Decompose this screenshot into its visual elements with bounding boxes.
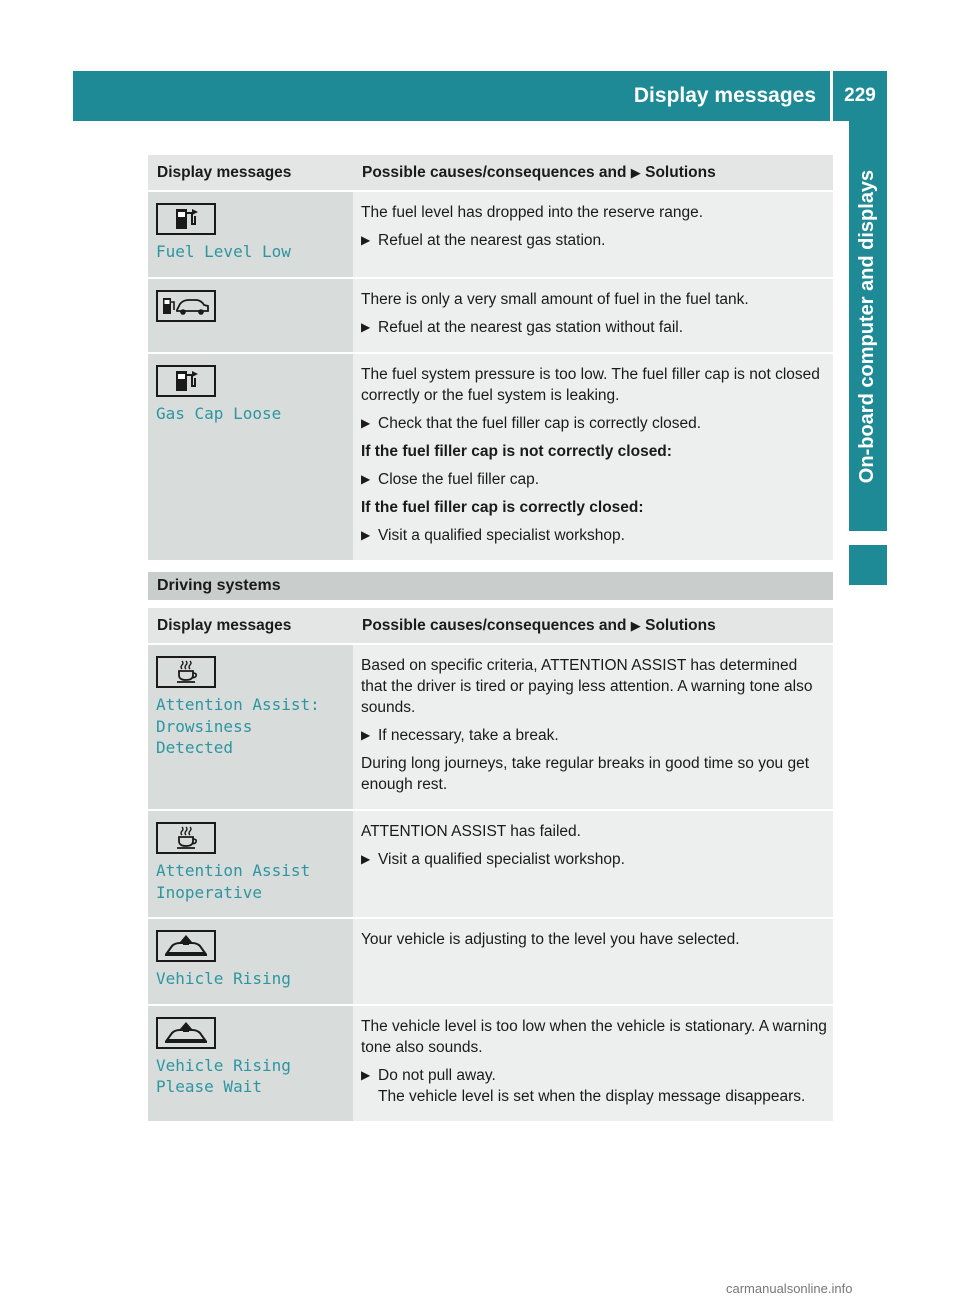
table-header-row (148, 155, 833, 191)
arrow-right-icon: ▶ (361, 471, 371, 486)
arrow-right-icon: ▶ (630, 164, 641, 180)
table-row (148, 353, 833, 561)
fuel-car-icon (156, 290, 216, 322)
note-text: During long journeys, take regular breaks in good time so you get enough rest. (361, 755, 810, 793)
arrow-right-icon: ▶ (361, 233, 371, 247)
watermark: carmanualsonline.info (726, 1281, 853, 1296)
display-cell (148, 644, 353, 810)
col-causes-prefix: Possible causes/consequences and (362, 616, 627, 634)
table-row (148, 278, 833, 353)
col-causes-solutions (353, 608, 833, 644)
arrow-right-icon: ▶ (361, 527, 371, 542)
table-row (148, 191, 833, 278)
display-cell (148, 810, 353, 918)
display-text: Gas Cap Loose (156, 403, 282, 423)
solution-step: ▶ Visit a qualified specialist workshop. (361, 851, 625, 868)
col-causes-solutions (353, 155, 833, 191)
side-tab-label-wrap (849, 121, 887, 531)
display-cell (148, 353, 353, 561)
solution-cell (353, 191, 833, 278)
driving-systems-table (148, 608, 833, 1123)
display-text: Vehicle Rising (156, 969, 291, 988)
fuel-messages-table (148, 155, 833, 562)
fuel-pump-icon (156, 203, 216, 235)
display-text: Fuel Level Low (156, 242, 291, 261)
display-cell (148, 918, 353, 1005)
table-row (148, 1005, 833, 1122)
arrow-right-icon: ▶ (630, 617, 641, 633)
display-text: Vehicle Rising Please Wait (156, 1055, 291, 1096)
display-text: Attention Assist Inoperative (156, 861, 311, 902)
arrow-right-icon: ▶ (361, 852, 371, 866)
header-title: Display messages (633, 84, 816, 107)
solution-step: ▶ Visit a qualified specialist workshop. (361, 526, 625, 544)
cause-text: The fuel system pressure is too low. The fuel filler cap is not closed correctly or the fuel system is leaking. (361, 365, 820, 404)
step-note: The vehicle level is set when the display message disappears. (378, 1087, 806, 1105)
condition-text: If the fuel filler cap is correctly closed: (361, 498, 644, 516)
solution-cell (353, 810, 833, 918)
col-causes-suffix: Solutions (645, 163, 716, 181)
solution-cell (353, 1005, 833, 1122)
fuel-pump-icon (156, 365, 216, 397)
table-row (148, 644, 833, 810)
coffee-cup-icon (156, 822, 216, 854)
solution-step: ▶ If necessary, take a break. (361, 727, 559, 744)
table-header-row (148, 608, 833, 644)
solution-cell (353, 278, 833, 353)
col-causes-suffix: Solutions (645, 616, 716, 634)
solution-step: ▶ Refuel at the nearest gas station. (361, 232, 606, 249)
cause-text: The vehicle level is too low when the vehicle is stationary. A warning tone also sounds. (361, 1017, 827, 1056)
cause-text: Your vehicle is adjusting to the level you have selected. (361, 931, 740, 948)
solution-step: ▶ Close the fuel filler cap. (361, 470, 540, 488)
solution-step: ▶ Refuel at the nearest gas station without fail. (361, 318, 684, 336)
vehicle-level-icon (156, 930, 216, 962)
solution-cell (353, 644, 833, 810)
condition-text: If the fuel filler cap is not correctly closed: (361, 442, 672, 460)
display-cell (148, 278, 353, 353)
col-causes-prefix: Possible causes/consequences and (362, 163, 627, 181)
vehicle-level-icon (156, 1017, 216, 1049)
display-cell (148, 1005, 353, 1122)
side-tab-marker (849, 545, 887, 585)
col-display-messages: Display messages (148, 155, 353, 191)
coffee-cup-icon (156, 656, 216, 688)
cause-text: Based on specific criteria, ATTENTION ASSIST has determined that the driver is tired or paying less attention. A warning tone also sounds. (361, 657, 813, 716)
arrow-right-icon: ▶ (361, 319, 371, 334)
side-tab-label: On-board computer and displays (856, 169, 879, 483)
solution-step: ▶ Do not pull away. The vehicle level is set when the display message disappears. (361, 1066, 806, 1105)
display-cell (148, 191, 353, 278)
solution-step: ▶ Check that the fuel filler cap is correctly closed. (361, 414, 702, 432)
arrow-right-icon: ▶ (361, 415, 371, 430)
arrow-right-icon: ▶ (361, 1067, 371, 1082)
solution-cell (353, 918, 833, 1005)
cause-text: The fuel level has dropped into the reserve range. (361, 204, 704, 221)
cause-text: ATTENTION ASSIST has failed. (361, 823, 581, 840)
solution-cell (353, 353, 833, 561)
table-row (148, 918, 833, 1005)
cause-text: There is only a very small amount of fuel in the fuel tank. (361, 290, 749, 308)
section-title: Driving systems (148, 572, 833, 600)
col-display-messages: Display messages (148, 608, 353, 644)
arrow-right-icon: ▶ (361, 728, 371, 742)
page-number: 229 (844, 85, 876, 106)
display-text: Attention Assist: Drowsiness Detected (156, 695, 320, 757)
table-row (148, 810, 833, 918)
page-header (73, 71, 887, 121)
